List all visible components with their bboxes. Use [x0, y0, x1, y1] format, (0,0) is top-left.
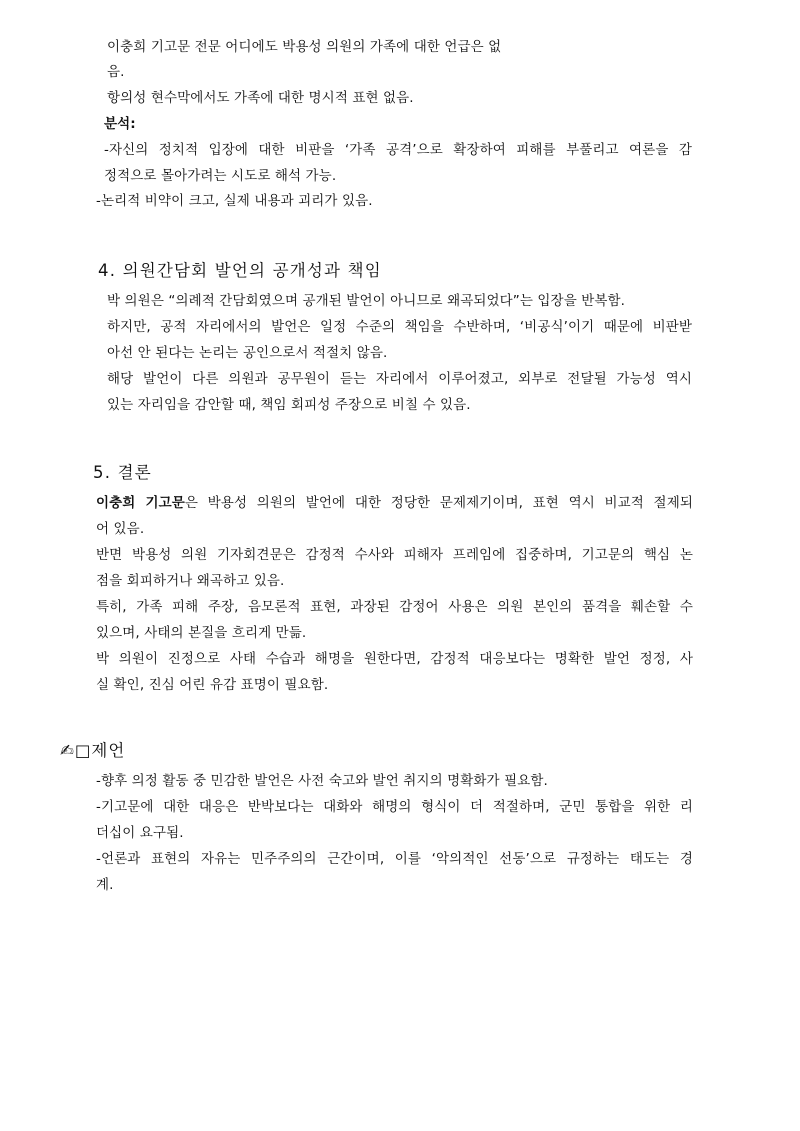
section5-p3-line2: 있으며, 사태의 본질을 흐리게 만듦.	[96, 625, 307, 641]
section4-p2-line2: 아선 안 된다는 논리는 공인으로서 적절치 않음.	[107, 345, 388, 361]
section5-p2-line2: 점을 회피하거나 왜곡하고 있음.	[96, 573, 285, 589]
section5-p3-line1: 특히, 가족 피해 주장, 음모론적 표현, 과장된 감정어 사용은 의원 본인의 품격을 훼손할 수	[96, 599, 693, 615]
section5-heading: 5. 결론	[93, 463, 152, 482]
essay-name-bold: 이충희 기고문	[96, 495, 185, 511]
analysis1-line2: 정적으로 몰아가려는 시도로 해석 가능.	[104, 168, 337, 184]
section5-p1-line2: 어 있음.	[96, 521, 145, 537]
proposal-p2-line1: -기고문에 대한 대응은 반박보다는 대화와 해명의 형식이 더 적절하며, 군민 통합을 위한 리	[96, 799, 693, 815]
section4-p1: 박 의원은 “의례적 간담회였으며 공개된 발언이 아니므로 왜곡되었다”는 입장을 반복함.	[107, 293, 626, 309]
section4-p2-line1: 하지만, 공적 자리에서의 발언은 일정 수준의 책임을 수반하며, ‘비공식’이기 때문에 비판받	[107, 319, 692, 335]
analysis1-line1: -자신의 정치적 입장에 대한 비판을 ‘가족 공격’으로 확장하여 피해를 부풀리고 여론을 감	[104, 142, 692, 158]
proposal-p3-line2: 계.	[96, 877, 114, 893]
analysis2: -논리적 비약이 크고, 실제 내용과 괴리가 있음.	[96, 193, 373, 209]
section3-text1-line1: 이충희 기고문 전문 어디에도 박용성 의원의 가족에 대한 언급은 없	[107, 39, 502, 55]
section4-p3-line1: 해당 발언이 다른 의원과 공무원이 듣는 자리에서 이루어졌고, 외부로 전달될 가능성 역시	[107, 371, 692, 387]
proposal-p2-line2: 더십이 요구됨.	[96, 825, 184, 841]
section3-text2: 항의성 현수막에서도 가족에 대한 명시적 표현 없음.	[107, 90, 414, 106]
section3-text1-line2: 음.	[107, 64, 125, 80]
section5-p2-line1: 반면 박용성 의원 기자회견문은 감정적 수사와 피해자 프레임에 집중하며, 기고문의 핵심 논	[96, 547, 693, 563]
section5-p4-line2: 실 확인, 진심 어린 유감 표명이 필요함.	[96, 677, 329, 693]
proposal-heading: ✍□제언	[60, 741, 126, 760]
section4-p3-line2: 있는 자리임을 감안할 때, 책임 회피성 주장으로 비칠 수 있음.	[107, 397, 471, 413]
proposal-p1: -향후 의정 활동 중 민감한 발언은 사전 숙고와 발언 취지의 명확화가 필요함.	[96, 773, 548, 789]
section5-p4-line1: 박 의원이 진정으로 사태 수습과 해명을 원한다면, 감정적 대응보다는 명확한 발언 정정, 사	[96, 651, 693, 667]
section5-p1-line1	[96, 494, 693, 512]
section5-p1-rest: 은 박용성 의원의 발언에 대한 정당한 문제제기이며, 표현 역시 비교적 절제되	[184, 495, 693, 511]
section4-heading: 4. 의원간담회 발언의 공개성과 책임	[98, 261, 382, 280]
proposal-p3-line1: -언론과 표현의 자유는 민주주의의 근간이며, 이를 ‘악의적인 선동’으로 규정하는 태도는 경	[96, 851, 693, 867]
analysis-label: 분석:	[104, 116, 136, 132]
